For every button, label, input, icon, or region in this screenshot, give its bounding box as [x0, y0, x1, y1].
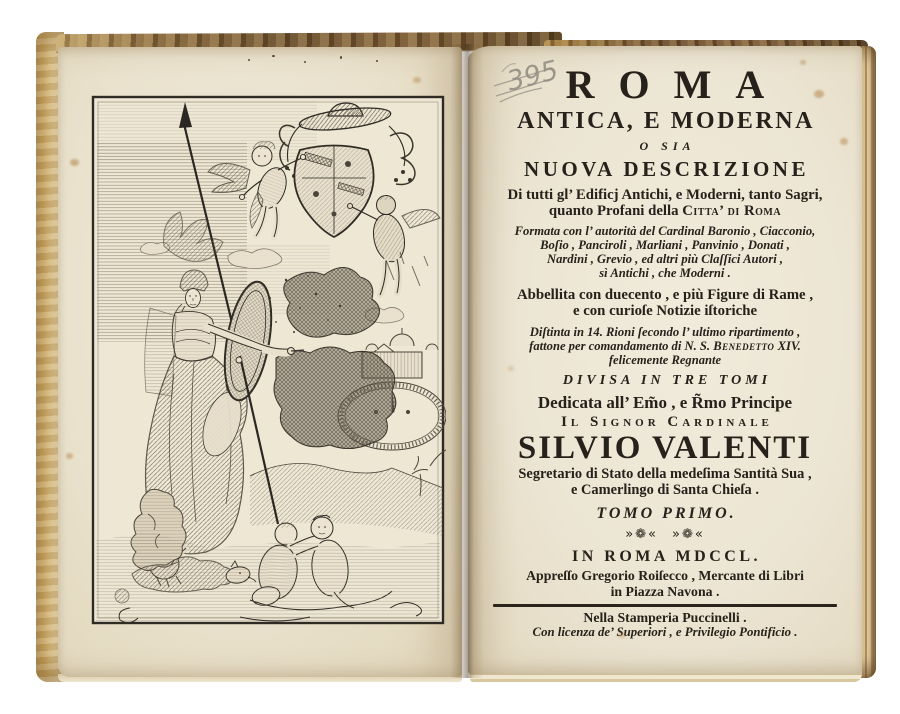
- distinta-line-2: fattone per comandamento di N. S. Benedetto XIV.: [529, 338, 801, 353]
- ink-speck: [248, 59, 250, 61]
- imprint-place: IN ROMA MDCCL.: [572, 548, 761, 566]
- dedication-line: Dedicata all’ Em̃o , e R̃mo Principe: [537, 392, 793, 412]
- divisa-line: DIVISA IN TRE TOMI: [562, 373, 772, 389]
- title-page-text: [484, 64, 846, 639]
- licenza-line: Con licenza de’ Superiori , e Privilegio Pontificio .: [532, 625, 798, 640]
- tomo-primo: TOMO PRIMO.: [596, 504, 737, 522]
- foxing-spot: [66, 453, 73, 459]
- abbellita-line-2: e con curioſe Notizie iſtoriche: [572, 303, 758, 320]
- authors-line-2: Boſio , Panciroli , Marliani , Panvinio , Donati ,: [540, 238, 790, 253]
- book-subtitle: ANTICA, E MODERNA: [517, 108, 815, 134]
- book-title: ROMA: [565, 62, 789, 107]
- frontispiece-engraving: [90, 94, 446, 626]
- ink-speck: [340, 56, 342, 59]
- description-line-1: Di tutti gl’ Edificj Antichi, e Moderni, tanto Sagri,: [507, 186, 823, 203]
- ink-speck: [304, 61, 306, 63]
- title-page: [468, 46, 862, 674]
- segretario-line-2: e Camerlingo di Santa Chieſa .: [571, 482, 759, 499]
- description-line-2: quanto Profani della Citta’ di Roma: [548, 203, 782, 220]
- imprint-line-2: in Piazza Navona .: [610, 583, 720, 599]
- il-signor-cardinale: Il Signor Cardinale: [561, 413, 773, 430]
- imprint-divider-rule: [493, 604, 837, 606]
- foxing-spot: [70, 159, 79, 166]
- imprint-line-1: Appreſſo Gregorio Roiſecco , Mercante di Libri: [526, 568, 804, 584]
- o-sia-line: O SIA: [639, 138, 696, 153]
- foxing-spot: [413, 77, 421, 83]
- printer-ornaments: [484, 528, 846, 543]
- abbellita-line-1: Abbellita con duecento , e più Figure di Rame ,: [516, 286, 814, 303]
- segretario-line-1: Segretario di Stato della medeſima Santità Sua ,: [518, 466, 812, 483]
- distinta-line-3: felicemente Regnante: [608, 353, 722, 368]
- stamperia-line: Nella Stamperia Puccinelli .: [583, 609, 747, 625]
- ink-speck: [272, 55, 275, 57]
- distinta-line-1: Diſtinta in 14. Rioni ſecondo l’ ultimo ripartimento ,: [529, 324, 801, 339]
- authors-line-4: sì Antichi , che Moderni .: [599, 265, 731, 280]
- frontispiece-page: [58, 47, 462, 677]
- printer-ornament-icon: »❁«: [672, 526, 705, 542]
- nuova-descrizione: NUOVA DESCRIZIONE: [524, 157, 809, 182]
- ink-speck: [376, 60, 378, 62]
- cardinal-name: SILVIO VALENTI: [517, 429, 813, 466]
- authors-line-1: Formata con l’ autorità del Cardinal Baronio , Ciacconio,: [514, 224, 816, 239]
- authors-line-3: Nardini , Grevio , ed altri più Claſſici Autori ,: [546, 252, 784, 267]
- handwritten-number-text: 395: [504, 54, 562, 98]
- printer-ornament-icon: »❁«: [625, 526, 658, 542]
